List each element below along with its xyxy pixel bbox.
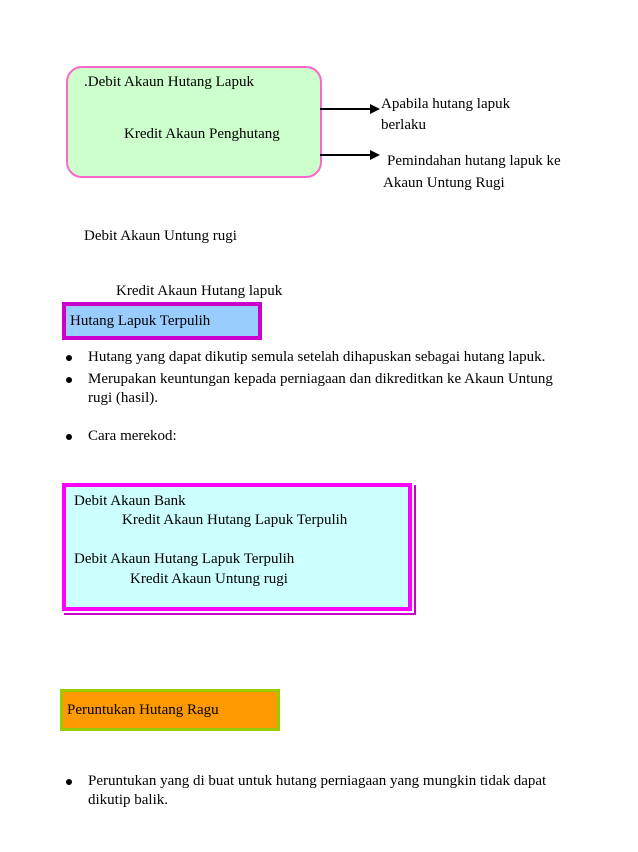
journal-credit-line: Kredit Akaun Hutang lapuk	[116, 283, 283, 299]
record-line: Debit Akaun Hutang Lapuk Terpulih	[74, 551, 295, 567]
arrow-label-line: Pemindahan hutang lapuk ke	[387, 153, 561, 169]
arrow-label-line: berlaku	[381, 117, 426, 133]
section-heading-peruntukan-hutang-ragu: Peruntukan Hutang Ragu	[60, 689, 280, 731]
record-line: Kredit Akaun Untung rugi	[130, 571, 288, 587]
record-line: Kredit Akaun Hutang Lapuk Terpulih	[122, 512, 348, 528]
bullet-list	[66, 772, 566, 813]
entry-box-hutang-lapuk	[66, 66, 322, 178]
bullet-list	[66, 348, 566, 449]
arrow-label-line: Akaun Untung Rugi	[383, 175, 505, 191]
box-credit-line: Kredit Akaun Penghutang	[124, 126, 280, 142]
list-item: Peruntukan yang di buat untuk hutang perniagaan yang mungkin tidak dapat dikutip balik.	[66, 772, 566, 810]
list-item: Merupakan keuntungan kepada perniagaan dan dikreditkan ke Akaun Untung rugi (hasil).	[66, 370, 566, 408]
list-item: Hutang yang dapat dikutip semula setelah dihapuskan sebagai hutang lapuk.	[66, 348, 566, 367]
journal-debit-line: Debit Akaun Untung rugi	[84, 228, 237, 244]
box-debit-line: .Debit Akaun Hutang Lapuk	[84, 74, 254, 90]
list-item: Cara merekod:	[66, 427, 566, 446]
record-entry-box	[62, 483, 412, 611]
arrow-label-line: Apabila hutang lapuk	[381, 96, 511, 112]
record-line: Debit Akaun Bank	[74, 493, 186, 509]
section-heading-hutang-lapuk-terpulih: Hutang Lapuk Terpulih	[62, 302, 262, 340]
